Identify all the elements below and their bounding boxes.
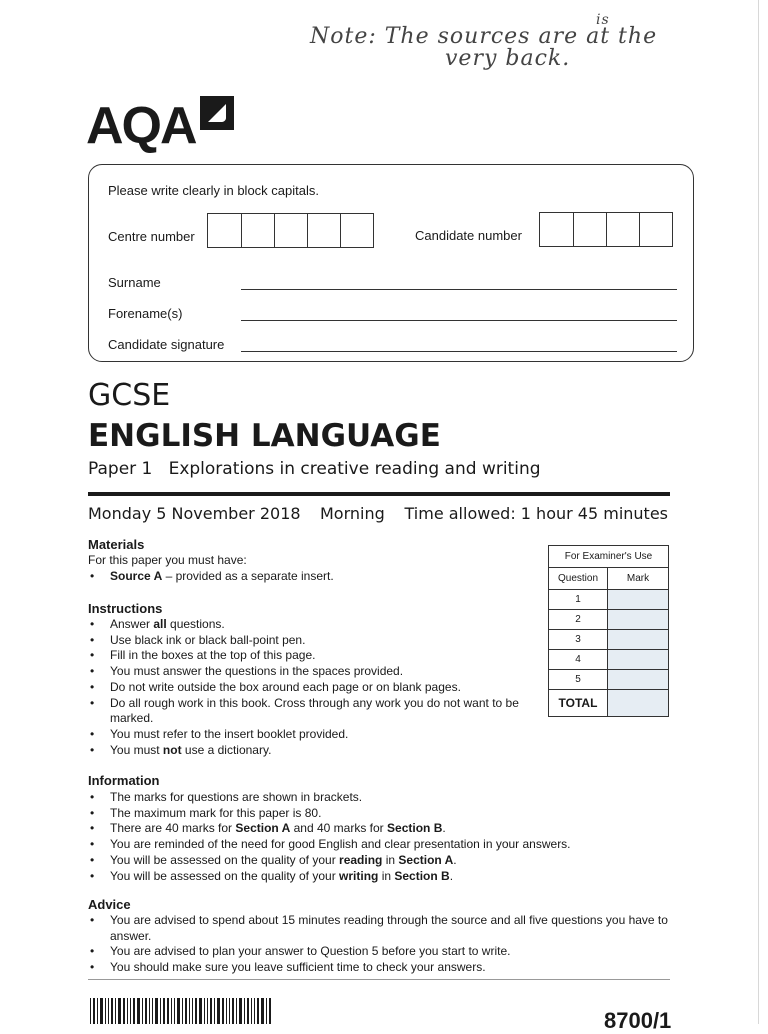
information-list [88,790,648,884]
instructions-list [88,617,540,758]
candidate-digit-box[interactable] [573,213,606,246]
total-row: TOTAL [549,690,669,717]
information-item: • There are 40 marks for Section A and 40 marks for Section B. [88,821,648,837]
table-row: 3 [549,630,669,650]
barcode-bar [226,998,227,1024]
instruction-item: • Do all rough work in this book. Cross through any work you do not want to be marked. [88,696,540,727]
centre-digit-box[interactable] [274,214,307,247]
barcode-bar [185,998,187,1024]
table-row: 2 [549,610,669,630]
information-item: • You will be assessed on the quality of your reading in Section A. [88,853,648,869]
advice-item: • You should make sure you leave sufficient time to check your answers. [88,960,668,976]
barcode-bar [244,998,245,1024]
barcode-bar [232,998,234,1024]
centre-digit-box[interactable] [307,214,340,247]
barcode-bar [90,998,91,1024]
barcode-bar [182,998,183,1024]
barcode-bar [217,998,220,1024]
bottom-rule [88,979,670,980]
signature-label: Candidate signature [108,337,225,352]
information-item: • The marks for questions are shown in brackets. [88,790,648,806]
barcode-bar [257,998,259,1024]
barcode-bar [133,998,135,1024]
materials-item: • Source A – provided as a separate insert. [88,569,528,585]
barcode-bar [177,998,180,1024]
title-rule [88,492,670,496]
materials-list [88,569,528,585]
barcode-bar [174,998,175,1024]
handwritten-note-line1: Note: The sources are at the [310,24,658,49]
barcode-bar [149,998,150,1024]
barcode-bar [204,998,205,1024]
instruction-item: • Use black ink or black ball-point pen. [88,633,540,649]
materials-heading: Materials [88,537,145,552]
forename-line[interactable] [241,320,677,321]
advice-list [88,913,668,976]
barcode-bar [163,998,165,1024]
barcode-bar [130,998,131,1024]
mark-cell [608,670,669,690]
table-row: 1 [549,590,669,610]
paper-code: 8700/1 [604,1008,672,1033]
barcode-bar [214,998,215,1024]
candidate-number-label: Candidate number [415,228,522,243]
materials-intro: For this paper you must have: [88,553,247,567]
barcode-bar [100,998,103,1024]
information-item: • The maximum mark for this paper is 80. [88,806,648,822]
barcode-bar [108,998,109,1024]
aqa-logo-text: AQA [86,97,196,155]
barcode-bar [222,998,224,1024]
aqa-logo-mark-icon [200,96,234,130]
total-mark-cell [608,690,669,717]
table-row: 4 [549,650,669,670]
candidate-digit-box[interactable] [606,213,639,246]
barcode-bar [189,998,190,1024]
signature-line[interactable] [241,351,677,352]
barcode-bar [199,998,202,1024]
barcode-bar [160,998,161,1024]
advice-heading: Advice [88,897,131,912]
table-row: 5 [549,670,669,690]
handwritten-note-line2: very back. [445,46,571,71]
barcode-bar [167,998,169,1024]
barcode-bar [266,998,267,1024]
advice-item: • You are advised to spend about 15 minutes reading through the source and all five questions you have to answer. [88,913,668,944]
mark-cell [608,630,669,650]
barcode-bar [93,998,95,1024]
instruction-item: • You must refer to the insert booklet provided. [88,727,540,743]
barcode-bar [97,998,98,1024]
barcode-bar [239,998,242,1024]
barcode-bar [152,998,153,1024]
instruction-item: • You must not use a dictionary. [88,743,540,759]
candidate-number-boxes[interactable] [539,212,673,247]
barcode-bar [254,998,255,1024]
exam-level: GCSE [88,378,171,413]
handwritten-insert: is [596,12,610,28]
barcode-bar [195,998,197,1024]
barcode-bar [127,998,128,1024]
candidate-details-box [88,164,694,362]
mark-column-header: Mark [608,568,669,590]
barcode-bar [118,998,121,1024]
barcode-bar [210,998,212,1024]
exam-session: Morning [320,504,385,523]
barcode-bar [207,998,208,1024]
barcode-bar [236,998,237,1024]
instruction-item: • Do not write outside the box around each page or on blank pages. [88,680,540,696]
barcode-image [90,998,318,1024]
time-allowed: Time allowed: 1 hour 45 minutes [404,504,668,523]
barcode-bar [155,998,158,1024]
barcode-bar [137,998,140,1024]
examiners-use-title: For Examiner's Use [549,546,669,568]
surname-label: Surname [108,275,161,290]
barcode-bar [111,998,113,1024]
barcode-bar [261,998,264,1024]
exam-subject: ENGLISH LANGUAGE [88,418,441,454]
instruction-item: • Fill in the boxes at the top of this page. [88,648,540,664]
information-heading: Information [88,773,160,788]
barcode-bar [123,998,125,1024]
centre-digit-box[interactable] [340,214,373,247]
paper-title: Paper 1 Explorations in creative reading and writing [88,459,541,479]
page-edge-line [758,0,759,1024]
mark-cell [608,610,669,630]
instruction-item: • Answer all questions. [88,617,540,633]
centre-digit-box[interactable] [208,214,241,247]
barcode-bar [142,998,143,1024]
advice-item: • You are advised to plan your answer to Question 5 before you start to write. [88,944,668,960]
examiners-use-table [548,545,669,717]
centre-number-label: Centre number [108,229,195,244]
instruction-item: • You must answer the questions in the spaces provided. [88,664,540,680]
centre-number-boxes[interactable] [207,213,374,248]
mark-cell [608,590,669,610]
barcode-bar [269,998,271,1024]
barcode-bar [229,998,230,1024]
centre-digit-box[interactable] [241,214,274,247]
block-capitals-instruction: Please write clearly in block capitals. [108,183,319,198]
barcode-bar [192,998,193,1024]
barcode-bar [171,998,172,1024]
information-item: • You are reminded of the need for good English and clear presentation in your answers. [88,837,648,853]
barcode-bar [247,998,249,1024]
instructions-heading: Instructions [88,601,163,616]
aqa-logo [86,96,234,155]
question-column-header: Question [549,568,608,590]
surname-line[interactable] [241,289,677,290]
information-item: • You will be assessed on the quality of your writing in Section B. [88,869,648,885]
barcode-bar [145,998,147,1024]
barcode-bar [105,998,106,1024]
candidate-digit-box[interactable] [540,213,573,246]
exam-date: Monday 5 November 2018 [88,504,301,523]
forename-label: Forename(s) [108,306,183,321]
mark-cell [608,650,669,670]
barcode-bar [115,998,116,1024]
barcode-bar [251,998,252,1024]
candidate-digit-box[interactable] [639,213,672,246]
